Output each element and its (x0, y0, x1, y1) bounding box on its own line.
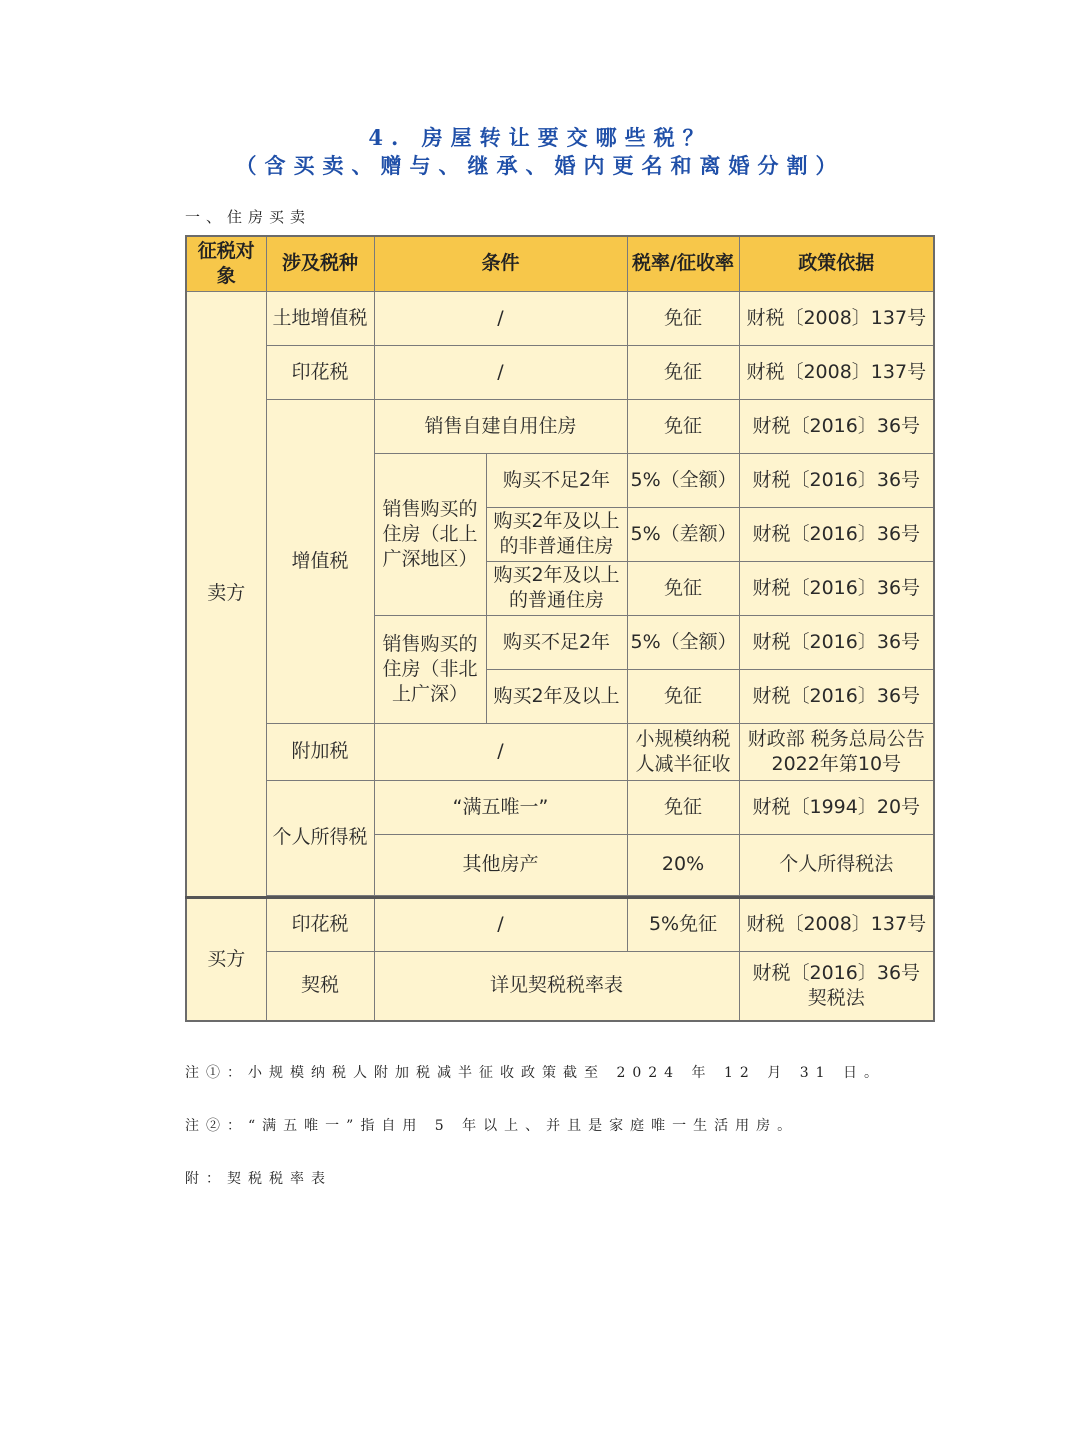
header-condition: 条件 (374, 236, 627, 291)
table-row (186, 780, 934, 834)
tax-name: 土地增值税 (266, 291, 374, 345)
basis-cell: 财税〔2016〕36号 (739, 669, 934, 723)
appendix-note: 附：契税税率表 (185, 1171, 332, 1187)
note-2: 注②：“满五唯一”指自用 5 年以上、并且是家庭唯一生活用房。 (185, 1118, 799, 1134)
tax-name: 印花税 (266, 897, 374, 951)
basis-cell: 财税〔2016〕36号 (739, 399, 934, 453)
basis-cell: 财税〔2016〕36号 (739, 507, 934, 561)
header-subject: 征税对象 (186, 236, 266, 291)
tax-name: 印花税 (266, 345, 374, 399)
condition-cell: 购买不足2年 (486, 615, 627, 669)
section-heading: 一、住房买卖 (185, 208, 312, 226)
table-row (186, 399, 934, 453)
basis-cell: 财税〔2016〕36号 (739, 615, 934, 669)
condition-cell: “满五唯一” (374, 780, 627, 834)
condition-cell: / (374, 291, 627, 345)
basis-cell: 个人所得税法 (739, 834, 934, 895)
condition-cell: 购买2年及以上的非普通住房 (486, 507, 627, 561)
rate-cell: 5%（全额） (627, 453, 739, 507)
condition-group-cell: 销售购买的住房（非北上广深） (374, 615, 486, 723)
basis-cell: 财税〔2016〕36号 (739, 453, 934, 507)
rate-cell: 免征 (627, 345, 739, 399)
basis-cell: 财税〔2008〕137号 (739, 345, 934, 399)
table-row (186, 723, 934, 780)
table-row (186, 897, 934, 951)
document-subtitle: （含买卖、赠与、继承、婚内更名和离婚分割） (235, 153, 845, 178)
tax-name: 增值税 (266, 399, 374, 723)
condition-cell: / (374, 723, 627, 780)
rate-cell: 免征 (627, 780, 739, 834)
rate-cell: 5%（差额） (627, 507, 739, 561)
condition-cell: / (374, 897, 627, 951)
basis-cell: 财税〔2016〕36号 (739, 561, 934, 615)
rate-cell: 小规模纳税人减半征收 (627, 723, 739, 780)
tax-name: 附加税 (266, 723, 374, 780)
basis-cell: 财税〔2016〕36号 契税法 (739, 951, 934, 1021)
table-row (186, 291, 934, 345)
condition-cell: 其他房产 (374, 834, 627, 895)
table-row (186, 951, 934, 1021)
condition-cell: 购买2年及以上 (486, 669, 627, 723)
tax-name: 契税 (266, 951, 374, 1021)
rate-cell: 免征 (627, 561, 739, 615)
rate-cell: 5%免征 (627, 897, 739, 951)
table-header-row (186, 236, 934, 291)
rate-cell: 免征 (627, 291, 739, 345)
basis-cell: 财税〔2008〕137号 (739, 291, 934, 345)
rate-cell: 5%（全额） (627, 615, 739, 669)
basis-cell: 财税〔1994〕20号 (739, 780, 934, 834)
rate-cell: 免征 (627, 399, 739, 453)
table-row (186, 345, 934, 399)
header-tax-type: 涉及税种 (266, 236, 374, 291)
tax-table (185, 235, 935, 1022)
condition-cell: 详见契税税率表 (374, 951, 739, 1021)
note-1: 注①：小规模纳税人附加税减半征收政策截至 2024 年 12 月 31 日。 (185, 1065, 885, 1081)
condition-cell: 购买不足2年 (486, 453, 627, 507)
tax-name: 个人所得税 (266, 780, 374, 895)
buyer-cell: 买方 (186, 897, 266, 1021)
condition-group-cell: 销售购买的住房（北上广深地区） (374, 453, 486, 615)
condition-cell: 购买2年及以上的普通住房 (486, 561, 627, 615)
basis-cell: 财税〔2008〕137号 (739, 897, 934, 951)
header-basis: 政策依据 (739, 236, 934, 291)
document-title: 4. 房屋转让要交哪些税？ (368, 125, 712, 150)
seller-cell: 卖方 (186, 291, 266, 897)
condition-cell: / (374, 345, 627, 399)
rate-cell: 20% (627, 834, 739, 895)
basis-cell: 财政部 税务总局公告2022年第10号 (739, 723, 934, 780)
rate-cell: 免征 (627, 669, 739, 723)
header-rate: 税率/征收率 (627, 236, 739, 291)
condition-cell: 销售自建自用住房 (374, 399, 627, 453)
